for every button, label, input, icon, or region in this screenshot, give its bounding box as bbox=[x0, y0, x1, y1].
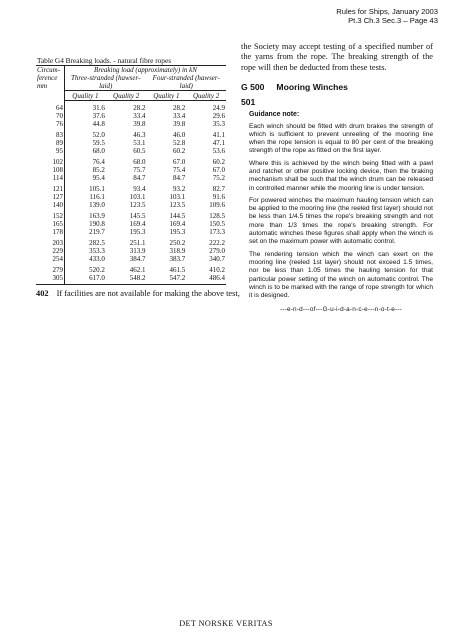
breaking-load-cell: 433.0 bbox=[89, 255, 105, 263]
breaking-load-cell: 353.3 bbox=[89, 247, 105, 255]
section-title: Mooring Winches bbox=[276, 82, 348, 93]
breaking-load-cell: 195.3 bbox=[129, 228, 146, 236]
breaking-load-cell: 93.4 bbox=[133, 185, 146, 193]
breaking-load-cell: 103.1 bbox=[129, 193, 146, 201]
table-row bbox=[36, 128, 226, 139]
breaking-load-cell: 139.0 bbox=[89, 201, 105, 209]
breaking-load-cell: 28.2 bbox=[172, 104, 186, 112]
circumference-cell: 83 bbox=[36, 128, 65, 139]
quality-header: Quality 2 bbox=[186, 91, 226, 101]
breaking-load-cell: 44.8 bbox=[92, 120, 105, 128]
breaking-load-cell: 105.1 bbox=[89, 185, 105, 193]
breaking-load-cell: 109.6 bbox=[209, 201, 225, 209]
guidance-note bbox=[249, 111, 433, 315]
breaking-load-cell: 250.2 bbox=[169, 239, 186, 247]
paragraph-402 bbox=[36, 289, 240, 299]
table-row bbox=[36, 274, 226, 285]
circumference-cell: 178 bbox=[36, 228, 65, 236]
header-publication: Rules for Ships, January 2003 bbox=[336, 7, 438, 16]
table-row bbox=[36, 220, 226, 228]
paragraph-402-number: 402 bbox=[36, 289, 49, 298]
breaking-load-cell: 67.0 bbox=[212, 166, 225, 174]
section-heading bbox=[241, 82, 433, 92]
breaking-load-cell: 461.5 bbox=[169, 266, 186, 274]
breaking-load-cell: 251.1 bbox=[129, 239, 146, 247]
table-row bbox=[36, 193, 226, 201]
table-caption: Table G4 Breaking loads. - natural fibre ropes bbox=[36, 57, 226, 66]
breaking-load-cell: 84.7 bbox=[133, 174, 146, 182]
table-row bbox=[36, 236, 226, 247]
circumference-cell: 203 bbox=[36, 236, 65, 247]
breaking-load-cell: 340.7 bbox=[209, 255, 225, 263]
breaking-load-cell: 123.5 bbox=[129, 201, 146, 209]
breaking-load-cell: 617.0 bbox=[65, 274, 106, 285]
table-row bbox=[36, 201, 226, 209]
circumference-cell: 70 bbox=[36, 112, 65, 120]
table-row bbox=[36, 112, 226, 120]
breaking-load-cell: 75.4 bbox=[172, 166, 186, 174]
circumference-cell: 152 bbox=[36, 209, 65, 220]
table-row bbox=[36, 209, 226, 220]
breaking-load-cell: 93.2 bbox=[172, 185, 186, 193]
breaking-load-cell: 384.7 bbox=[129, 255, 146, 263]
breaking-load-cell: 462.1 bbox=[129, 266, 146, 274]
circumference-cell: 64 bbox=[36, 101, 65, 113]
breaking-load-cell: 195.3 bbox=[169, 228, 186, 236]
breaking-load-cell: 24.9 bbox=[212, 104, 225, 112]
breaking-load-cell: 169.4 bbox=[129, 220, 146, 228]
breaking-load-cell: 486.4 bbox=[186, 274, 226, 285]
breaking-load-header: Breaking load (approximately) in kN bbox=[94, 66, 197, 74]
guidance-title: Guidance note: bbox=[249, 111, 300, 119]
three-stranded-header: Three-stranded (hawser-laid) bbox=[71, 74, 141, 90]
circumference-cell: 89 bbox=[36, 139, 65, 147]
breaking-load-cell: 41.1 bbox=[212, 131, 225, 139]
breaking-load-cell: 39.8 bbox=[133, 120, 146, 128]
breaking-load-cell: 60.2 bbox=[212, 158, 225, 166]
breaking-load-cell: 29.6 bbox=[212, 112, 225, 120]
circumference-cell: 229 bbox=[36, 247, 65, 255]
breaking-load-cell: 85.2 bbox=[92, 166, 105, 174]
breaking-load-cell: 116.1 bbox=[89, 193, 105, 201]
breaking-load-cell: 145.5 bbox=[129, 212, 146, 220]
circumference-cell: 108 bbox=[36, 166, 65, 174]
breaking-load-cell: 150.5 bbox=[209, 220, 225, 228]
breaking-load-cell: 28.2 bbox=[133, 104, 146, 112]
header-page-ref: Pt.3 Ch.3 Sec.3 – Page 43 bbox=[348, 16, 438, 25]
circumference-cell: 127 bbox=[36, 193, 65, 201]
guidance-paragraph: The rendering tension which the winch can exert on the mooring line (reeled 1st layer) should not exceed 1.5 times, nor be less than 1.05 times the hauling tension for that particular power setting of the winch on automatic control. The winch is to be marked with the range of rope strength for which it is designed. bbox=[249, 250, 433, 300]
breaking-loads-table bbox=[36, 57, 226, 285]
breaking-load-cell: 547.2 bbox=[146, 274, 186, 285]
breaking-load-cell: 67.0 bbox=[172, 158, 186, 166]
breaking-load-cell: 123.5 bbox=[169, 201, 186, 209]
subsection-number: 501 bbox=[241, 97, 256, 108]
left-column bbox=[36, 56, 240, 299]
continued-paragraph: the Society may accept testing of a specified number of the yarns from the rope. The breaking strength of the rope will then be deducted from these tests. bbox=[241, 42, 433, 72]
breaking-load-cell: 60.5 bbox=[133, 147, 146, 155]
breaking-load-cell: 548.2 bbox=[106, 274, 147, 285]
breaking-load-cell: 33.4 bbox=[172, 112, 186, 120]
circumference-cell: 102 bbox=[36, 155, 65, 166]
table-body bbox=[36, 101, 226, 285]
breaking-load-cell: 163.9 bbox=[89, 212, 105, 220]
breaking-load-cell: 95.4 bbox=[92, 174, 105, 182]
breaking-load-cell: 75.2 bbox=[212, 174, 225, 182]
circumference-cell: 165 bbox=[36, 220, 65, 228]
right-column bbox=[241, 42, 433, 315]
breaking-load-cell: 76.4 bbox=[92, 158, 105, 166]
guidance-paragraph: Where this is achieved by the winch being fitted with a pawl and ratchet or other positive locking device, then the braking mechanism shall be such that the winch drum can be released in controlled manner while the mooring line is under tension. bbox=[249, 159, 433, 192]
table-row bbox=[36, 182, 226, 193]
table-row bbox=[36, 166, 226, 174]
table-row bbox=[36, 147, 226, 155]
breaking-load-cell: 52.8 bbox=[172, 139, 186, 147]
table-row bbox=[36, 247, 226, 255]
breaking-load-cell: 520.2 bbox=[89, 266, 105, 274]
guidance-paragraph: Each winch should be fitted with drum brakes the strength of which is sufficient to prevent unreeling of the mooring line when the rope tension is equal to 80 per cent of the breaking strength of the rope as fitted on the first layer. bbox=[249, 122, 433, 155]
breaking-load-cell: 103.1 bbox=[169, 193, 186, 201]
breaking-load-cell: 84.7 bbox=[172, 174, 186, 182]
circumference-cell: 95 bbox=[36, 147, 65, 155]
circumference-cell: 254 bbox=[36, 255, 65, 263]
table-row bbox=[36, 263, 226, 274]
circumference-cell: 140 bbox=[36, 201, 65, 209]
breaking-load-cell: 279.0 bbox=[209, 247, 225, 255]
circumference-cell: 305 bbox=[36, 274, 65, 285]
circumference-cell: 279 bbox=[36, 263, 65, 274]
section-code: G 500 bbox=[241, 82, 265, 93]
table-row bbox=[36, 120, 226, 128]
breaking-load-cell: 53.1 bbox=[133, 139, 146, 147]
breaking-load-cell: 53.6 bbox=[212, 147, 225, 155]
breaking-load-cell: 35.3 bbox=[212, 120, 225, 128]
breaking-load-cell: 68.0 bbox=[92, 147, 105, 155]
table-row bbox=[36, 155, 226, 166]
breaking-load-cell: 59.5 bbox=[92, 139, 105, 147]
quality-header: Quality 2 bbox=[106, 91, 147, 101]
paragraph-402-text: If facilities are not available for making the above test, bbox=[56, 289, 240, 298]
quality-header: Quality 1 bbox=[146, 91, 186, 101]
breaking-load-cell: 46.0 bbox=[172, 131, 186, 139]
breaking-load-cell: 173.3 bbox=[209, 228, 225, 236]
breaking-load-cell: 318.9 bbox=[169, 247, 186, 255]
four-stranded-header: Four-stranded (hawser-laid) bbox=[152, 74, 220, 90]
breaking-load-cell: 75.7 bbox=[133, 166, 146, 174]
breaking-load-cell: 91.6 bbox=[212, 193, 225, 201]
breaking-load-cell: 68.0 bbox=[133, 158, 146, 166]
breaking-load-cell: 37.6 bbox=[92, 112, 105, 120]
table-row bbox=[36, 255, 226, 263]
breaking-load-cell: 313.9 bbox=[129, 247, 146, 255]
guidance-paragraph: For powered winches the maximum hauling tension which can be applied to the mooring line (the reeled first layer) should not be less than 1/4.5 times the rope's breaking strength and not more than 1/3 times the rope's breaking strength. For automatic winches these figures shall apply when the winch is set on the maximum power with automatic control. bbox=[249, 196, 433, 246]
breaking-load-cell: 169.4 bbox=[169, 220, 186, 228]
table-row bbox=[36, 139, 226, 147]
breaking-load-cell: 383.7 bbox=[169, 255, 186, 263]
table-row bbox=[36, 174, 226, 182]
circumference-cell: 76 bbox=[36, 120, 65, 128]
breaking-load-cell: 190.8 bbox=[89, 220, 105, 228]
circumference-header: Circum-ference mm bbox=[36, 66, 65, 101]
breaking-load-cell: 47.1 bbox=[212, 139, 225, 147]
breaking-load-cell: 222.2 bbox=[209, 239, 225, 247]
circumference-cell: 114 bbox=[36, 174, 65, 182]
breaking-load-cell: 31.6 bbox=[92, 104, 105, 112]
quality-header: Quality 1 bbox=[65, 91, 106, 101]
breaking-load-cell: 52.0 bbox=[92, 131, 105, 139]
page-footer: DET NORSKE VERITAS bbox=[179, 619, 273, 628]
breaking-load-cell: 39.8 bbox=[172, 120, 186, 128]
table-row bbox=[36, 228, 226, 236]
circumference-cell: 121 bbox=[36, 182, 65, 193]
breaking-load-cell: 46.3 bbox=[133, 131, 146, 139]
table-row bbox=[36, 101, 226, 113]
breaking-load-cell: 144.5 bbox=[169, 212, 186, 220]
breaking-load-cell: 128.5 bbox=[209, 212, 225, 220]
breaking-load-cell: 60.2 bbox=[172, 147, 186, 155]
breaking-load-cell: 282.5 bbox=[89, 239, 105, 247]
breaking-load-cell: 33.4 bbox=[133, 112, 146, 120]
running-header bbox=[336, 7, 438, 25]
breaking-load-cell: 82.7 bbox=[212, 185, 225, 193]
breaking-load-cell: 410.2 bbox=[209, 266, 225, 274]
breaking-load-cell: 219.7 bbox=[89, 228, 105, 236]
guidance-end-marker: ---e-n-d---of---G-u-i-d-a-n-c-e---n-o-t-e--- bbox=[279, 306, 403, 314]
